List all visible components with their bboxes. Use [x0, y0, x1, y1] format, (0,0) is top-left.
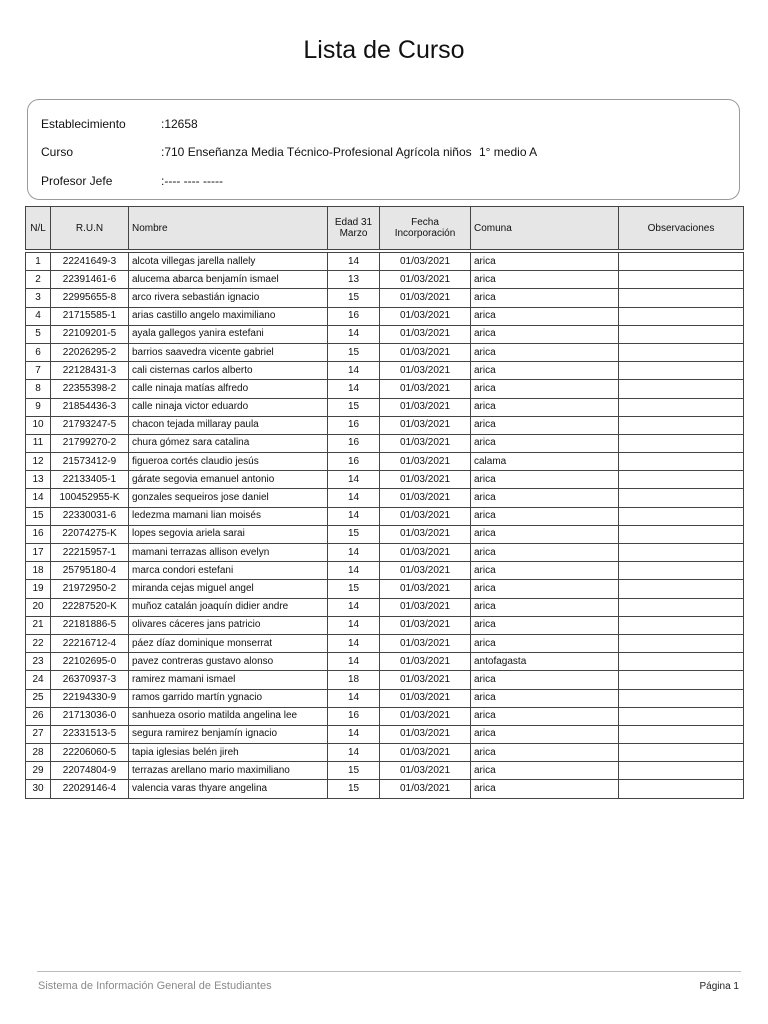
- cell-comuna: arica: [471, 471, 619, 489]
- cell-fecha: 01/03/2021: [380, 416, 471, 434]
- cell-nl: 30: [26, 780, 51, 798]
- cell-comuna: arica: [471, 616, 619, 634]
- cell-comuna: calama: [471, 453, 619, 471]
- cell-fecha: 01/03/2021: [380, 362, 471, 380]
- cell-fecha: 01/03/2021: [380, 289, 471, 307]
- table-row: [26, 689, 744, 707]
- cell-comuna: arica: [471, 271, 619, 289]
- cell-nl: 12: [26, 453, 51, 471]
- cell-nombre: sanhueza osorio matilda angelina lee: [129, 707, 328, 725]
- cell-fecha: 01/03/2021: [380, 307, 471, 325]
- cell-observaciones: [619, 671, 744, 689]
- cell-run: 21715585-1: [51, 307, 129, 325]
- cell-nl: 27: [26, 725, 51, 743]
- cell-edad: 15: [328, 398, 380, 416]
- cell-run: 22331513-5: [51, 725, 129, 743]
- cell-edad: 14: [328, 725, 380, 743]
- cell-run: 22029146-4: [51, 780, 129, 798]
- cell-nl: 22: [26, 634, 51, 652]
- establecimiento-value: :12658: [161, 117, 198, 131]
- cell-run: 21793247-5: [51, 416, 129, 434]
- cell-edad: 15: [328, 780, 380, 798]
- cell-edad: 14: [328, 744, 380, 762]
- cell-fecha: 01/03/2021: [380, 525, 471, 543]
- cell-edad: 14: [328, 380, 380, 398]
- cell-nombre: calle ninaja victor eduardo: [129, 398, 328, 416]
- cell-nombre: mamani terrazas allison evelyn: [129, 544, 328, 562]
- cell-nl: 20: [26, 598, 51, 616]
- cell-comuna: arica: [471, 416, 619, 434]
- cell-observaciones: [619, 507, 744, 525]
- table-row: [26, 253, 744, 271]
- cell-comuna: arica: [471, 289, 619, 307]
- cell-nombre: ayala gallegos yanira estefani: [129, 325, 328, 343]
- cell-comuna: arica: [471, 253, 619, 271]
- cell-nl: 28: [26, 744, 51, 762]
- cell-comuna: arica: [471, 598, 619, 616]
- cell-fecha: 01/03/2021: [380, 616, 471, 634]
- cell-observaciones: [619, 289, 744, 307]
- cell-edad: 15: [328, 343, 380, 361]
- cell-nl: 14: [26, 489, 51, 507]
- cell-comuna: arica: [471, 689, 619, 707]
- cell-nombre: calle ninaja matías alfredo: [129, 380, 328, 398]
- cell-observaciones: [619, 598, 744, 616]
- header-edad-line1: Edad 31: [334, 217, 373, 228]
- cell-edad: 14: [328, 562, 380, 580]
- cell-run: 22074804-9: [51, 762, 129, 780]
- header-nombre: Nombre: [129, 207, 328, 250]
- cell-run: 22133405-1: [51, 471, 129, 489]
- cell-run: 21573412-9: [51, 453, 129, 471]
- table-row: [26, 580, 744, 598]
- cell-nombre: lopes segovia ariela sarai: [129, 525, 328, 543]
- cell-observaciones: [619, 271, 744, 289]
- cell-edad: 14: [328, 507, 380, 525]
- cell-edad: 18: [328, 671, 380, 689]
- table-row: [26, 744, 744, 762]
- table-row: [26, 653, 744, 671]
- cell-edad: 14: [328, 653, 380, 671]
- cell-nl: 2: [26, 271, 51, 289]
- cell-nombre: arco rivera sebastián ignacio: [129, 289, 328, 307]
- cell-run: 100452955-K: [51, 489, 129, 507]
- cell-run: 22181886-5: [51, 616, 129, 634]
- cell-nl: 3: [26, 289, 51, 307]
- curso-label: Curso: [41, 145, 74, 159]
- cell-edad: 15: [328, 762, 380, 780]
- cell-nombre: marca condori estefani: [129, 562, 328, 580]
- cell-observaciones: [619, 780, 744, 798]
- table-row: [26, 707, 744, 725]
- cell-comuna: arica: [471, 489, 619, 507]
- table-row: [26, 307, 744, 325]
- table-row: [26, 489, 744, 507]
- header-run: R.U.N: [51, 207, 129, 250]
- header-fecha: [380, 207, 471, 250]
- cell-observaciones: [619, 489, 744, 507]
- cell-edad: 14: [328, 325, 380, 343]
- cell-fecha: 01/03/2021: [380, 471, 471, 489]
- cell-nombre: gonzales sequeiros jose daniel: [129, 489, 328, 507]
- cell-run: 22026295-2: [51, 343, 129, 361]
- cell-nl: 8: [26, 380, 51, 398]
- cell-nl: 13: [26, 471, 51, 489]
- cell-run: 26370937-3: [51, 671, 129, 689]
- table-row: [26, 634, 744, 652]
- table-row: [26, 362, 744, 380]
- cell-fecha: 01/03/2021: [380, 253, 471, 271]
- cell-nombre: alcota villegas jarella nallely: [129, 253, 328, 271]
- cell-nl: 25: [26, 689, 51, 707]
- cell-fecha: 01/03/2021: [380, 653, 471, 671]
- cell-edad: 14: [328, 253, 380, 271]
- cell-fecha: 01/03/2021: [380, 762, 471, 780]
- cell-comuna: arica: [471, 398, 619, 416]
- header-edad-line2: Marzo: [339, 228, 368, 239]
- cell-fecha: 01/03/2021: [380, 325, 471, 343]
- cell-run: 25795180-4: [51, 562, 129, 580]
- cell-nombre: barrios saavedra vicente gabriel: [129, 343, 328, 361]
- cell-nl: 18: [26, 562, 51, 580]
- cell-edad: 14: [328, 471, 380, 489]
- cell-edad: 16: [328, 307, 380, 325]
- cell-fecha: 01/03/2021: [380, 634, 471, 652]
- table-row: [26, 544, 744, 562]
- cell-nombre: gárate segovia emanuel antonio: [129, 471, 328, 489]
- cell-run: 22109201-5: [51, 325, 129, 343]
- cell-run: 21799270-2: [51, 434, 129, 452]
- cell-edad: 13: [328, 271, 380, 289]
- cell-nl: 17: [26, 544, 51, 562]
- cell-run: 22330031-6: [51, 507, 129, 525]
- cell-edad: 15: [328, 289, 380, 307]
- cell-observaciones: [619, 580, 744, 598]
- cell-fecha: 01/03/2021: [380, 671, 471, 689]
- cell-fecha: 01/03/2021: [380, 398, 471, 416]
- student-table-body: [26, 253, 744, 799]
- cell-observaciones: [619, 616, 744, 634]
- cell-comuna: arica: [471, 634, 619, 652]
- header-comuna: Comuna: [471, 207, 619, 250]
- cell-edad: 16: [328, 434, 380, 452]
- cell-nombre: olivares cáceres jans patricio: [129, 616, 328, 634]
- cell-edad: 15: [328, 580, 380, 598]
- cell-comuna: arica: [471, 762, 619, 780]
- cell-nl: 29: [26, 762, 51, 780]
- cell-run: 21713036-0: [51, 707, 129, 725]
- cell-edad: 14: [328, 598, 380, 616]
- cell-observaciones: [619, 725, 744, 743]
- cell-edad: 16: [328, 416, 380, 434]
- cell-fecha: 01/03/2021: [380, 780, 471, 798]
- cell-nombre: ledezma mamani lian moisés: [129, 507, 328, 525]
- cell-observaciones: [619, 325, 744, 343]
- cell-nl: 11: [26, 434, 51, 452]
- table-row: [26, 671, 744, 689]
- cell-observaciones: [619, 471, 744, 489]
- cell-fecha: 01/03/2021: [380, 343, 471, 361]
- cell-nombre: arias castillo angelo maximiliano: [129, 307, 328, 325]
- establecimiento-label: Establecimiento: [41, 117, 126, 131]
- table-row: [26, 507, 744, 525]
- cell-nl: 26: [26, 707, 51, 725]
- cell-observaciones: [619, 398, 744, 416]
- cell-comuna: arica: [471, 707, 619, 725]
- cell-run: 22287520-K: [51, 598, 129, 616]
- cell-edad: 14: [328, 616, 380, 634]
- table-row: [26, 616, 744, 634]
- cell-comuna: arica: [471, 544, 619, 562]
- cell-run: 22074275-K: [51, 525, 129, 543]
- cell-observaciones: [619, 416, 744, 434]
- cell-run: 22216712-4: [51, 634, 129, 652]
- cell-fecha: 01/03/2021: [380, 507, 471, 525]
- footer-divider: [37, 971, 741, 972]
- cell-edad: 14: [328, 362, 380, 380]
- footer-page-number: Página 1: [699, 981, 739, 992]
- cell-nombre: páez díaz dominique monserrat: [129, 634, 328, 652]
- cell-nombre: muñoz catalán joaquín didier andre: [129, 598, 328, 616]
- cell-run: 22215957-1: [51, 544, 129, 562]
- cell-edad: 14: [328, 544, 380, 562]
- cell-fecha: 01/03/2021: [380, 489, 471, 507]
- cell-nl: 23: [26, 653, 51, 671]
- cell-nombre: ramos garrido martín ygnacio: [129, 689, 328, 707]
- cell-nl: 9: [26, 398, 51, 416]
- cell-run: 22206060-5: [51, 744, 129, 762]
- cell-run: 22355398-2: [51, 380, 129, 398]
- cell-comuna: arica: [471, 580, 619, 598]
- table-row: [26, 325, 744, 343]
- cell-run: 22194330-9: [51, 689, 129, 707]
- cell-comuna: arica: [471, 780, 619, 798]
- cell-nl: 10: [26, 416, 51, 434]
- cell-comuna: arica: [471, 671, 619, 689]
- cell-observaciones: [619, 525, 744, 543]
- curso-level: 1° medio A: [479, 145, 538, 159]
- cell-run: 22102695-0: [51, 653, 129, 671]
- table-row: [26, 453, 744, 471]
- cell-observaciones: [619, 707, 744, 725]
- cell-nl: 15: [26, 507, 51, 525]
- cell-nl: 4: [26, 307, 51, 325]
- cell-nl: 21: [26, 616, 51, 634]
- cell-run: 22391461-6: [51, 271, 129, 289]
- cell-nombre: figueroa cortés claudio jesús: [129, 453, 328, 471]
- cell-comuna: arica: [471, 343, 619, 361]
- cell-nl: 7: [26, 362, 51, 380]
- table-row: [26, 471, 744, 489]
- cell-fecha: 01/03/2021: [380, 380, 471, 398]
- cell-fecha: 01/03/2021: [380, 434, 471, 452]
- cell-nombre: miranda cejas miguel angel: [129, 580, 328, 598]
- student-table: [25, 206, 744, 799]
- cell-observaciones: [619, 744, 744, 762]
- profesor-label: Profesor Jefe: [41, 174, 113, 188]
- profesor-value: :---- ---- -----: [161, 174, 223, 188]
- cell-observaciones: [619, 634, 744, 652]
- cell-nombre: pavez contreras gustavo alonso: [129, 653, 328, 671]
- cell-observaciones: [619, 253, 744, 271]
- footer-system-name: Sistema de Información General de Estudiantes: [38, 980, 272, 992]
- cell-observaciones: [619, 380, 744, 398]
- cell-observaciones: [619, 562, 744, 580]
- cell-run: 22995655-8: [51, 289, 129, 307]
- cell-comuna: arica: [471, 744, 619, 762]
- cell-observaciones: [619, 343, 744, 361]
- cell-observaciones: [619, 544, 744, 562]
- course-info-box: [27, 99, 740, 200]
- cell-fecha: 01/03/2021: [380, 598, 471, 616]
- cell-nombre: valencia varas thyare angelina: [129, 780, 328, 798]
- cell-nombre: segura ramirez benjamín ignacio: [129, 725, 328, 743]
- cell-observaciones: [619, 653, 744, 671]
- cell-edad: 16: [328, 707, 380, 725]
- table-row: [26, 780, 744, 798]
- table-header-row: [26, 207, 744, 250]
- cell-edad: 14: [328, 634, 380, 652]
- cell-observaciones: [619, 762, 744, 780]
- cell-comuna: arica: [471, 562, 619, 580]
- cell-edad: 15: [328, 525, 380, 543]
- table-row: [26, 762, 744, 780]
- cell-observaciones: [619, 434, 744, 452]
- cell-comuna: arica: [471, 434, 619, 452]
- cell-nombre: terrazas arellano mario maximiliano: [129, 762, 328, 780]
- cell-observaciones: [619, 307, 744, 325]
- table-row: [26, 434, 744, 452]
- cell-nl: 6: [26, 343, 51, 361]
- table-row: [26, 525, 744, 543]
- cell-nl: 5: [26, 325, 51, 343]
- cell-fecha: 01/03/2021: [380, 580, 471, 598]
- page-title: Lista de Curso: [303, 36, 465, 64]
- cell-comuna: arica: [471, 362, 619, 380]
- cell-run: 22128431-3: [51, 362, 129, 380]
- header-nl: N/L: [26, 207, 51, 250]
- cell-fecha: 01/03/2021: [380, 689, 471, 707]
- cell-fecha: 01/03/2021: [380, 271, 471, 289]
- cell-observaciones: [619, 362, 744, 380]
- cell-run: 21854436-3: [51, 398, 129, 416]
- header-observaciones: Observaciones: [619, 207, 744, 250]
- cell-nombre: chura gómez sara catalina: [129, 434, 328, 452]
- cell-fecha: 01/03/2021: [380, 453, 471, 471]
- cell-run: 21972950-2: [51, 580, 129, 598]
- cell-comuna: arica: [471, 380, 619, 398]
- cell-nombre: tapia iglesias belén jireh: [129, 744, 328, 762]
- cell-comuna: arica: [471, 507, 619, 525]
- cell-comuna: arica: [471, 725, 619, 743]
- cell-fecha: 01/03/2021: [380, 544, 471, 562]
- cell-fecha: 01/03/2021: [380, 707, 471, 725]
- cell-fecha: 01/03/2021: [380, 725, 471, 743]
- cell-comuna: antofagasta: [471, 653, 619, 671]
- cell-nl: 19: [26, 580, 51, 598]
- cell-nombre: ramirez mamani ismael: [129, 671, 328, 689]
- curso-value: :710 Enseñanza Media Técnico-Profesional Agrícola niños: [161, 145, 472, 159]
- cell-observaciones: [619, 453, 744, 471]
- cell-nombre: cali cisternas carlos alberto: [129, 362, 328, 380]
- cell-nombre: alucema abarca benjamín ismael: [129, 271, 328, 289]
- cell-observaciones: [619, 689, 744, 707]
- header-edad: [328, 207, 380, 250]
- table-row: [26, 562, 744, 580]
- table-row: [26, 725, 744, 743]
- cell-comuna: arica: [471, 325, 619, 343]
- table-row: [26, 416, 744, 434]
- table-row: [26, 380, 744, 398]
- header-fecha-line2: Incorporación: [394, 228, 456, 239]
- cell-nl: 1: [26, 253, 51, 271]
- table-row: [26, 271, 744, 289]
- cell-edad: 16: [328, 453, 380, 471]
- cell-nl: 24: [26, 671, 51, 689]
- cell-edad: 14: [328, 489, 380, 507]
- cell-run: 22241649-3: [51, 253, 129, 271]
- cell-edad: 14: [328, 689, 380, 707]
- cell-nl: 16: [26, 525, 51, 543]
- table-row: [26, 343, 744, 361]
- table-row: [26, 289, 744, 307]
- table-row: [26, 398, 744, 416]
- table-row: [26, 598, 744, 616]
- cell-comuna: arica: [471, 525, 619, 543]
- cell-nombre: chacon tejada millaray paula: [129, 416, 328, 434]
- cell-fecha: 01/03/2021: [380, 744, 471, 762]
- header-fecha-line1: Fecha: [411, 217, 439, 228]
- cell-fecha: 01/03/2021: [380, 562, 471, 580]
- cell-comuna: arica: [471, 307, 619, 325]
